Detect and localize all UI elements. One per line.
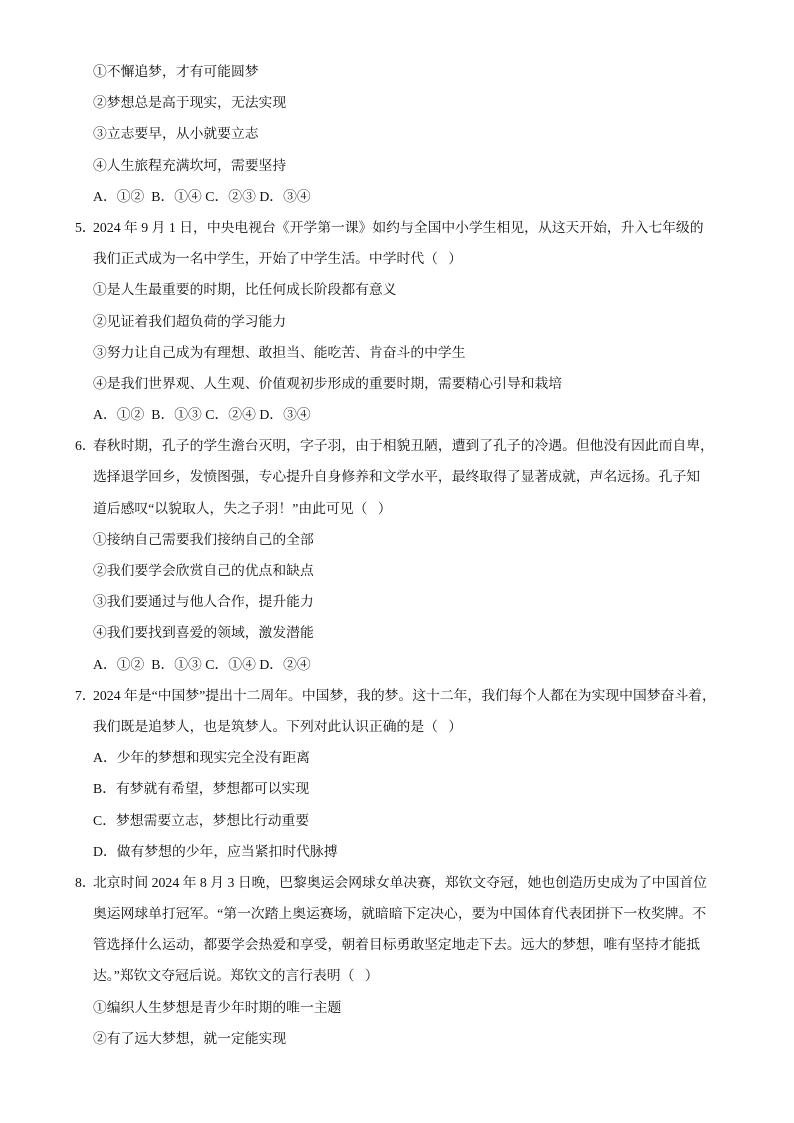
answer-choices: A．①② B．①③ C．①④ D．②④ [93,656,311,672]
option-d: D．做有梦想的少年，应当紧扣时代脉搏 [93,843,338,859]
statement-1: ①是人生最重要的时期，比任何成长阶段都有意义 [93,282,397,298]
statement-3: ③立志要早，从小就要立志 [93,126,259,142]
question-stem-line: 道后感叹“以貌取人，失之子羽！”由此可见（ ） [93,500,392,516]
option-b: B．有梦就有希望，梦想都可以实现 [93,781,310,797]
answer-choices: A．①② B．①④ C．②③ D．③④ [93,188,311,204]
question-7 [0,680,794,867]
question-number: 6． [75,438,96,454]
question-stem-text: 2024 年 9 月 1 日，中央电视台《开学第一课》如约与全国中小学生相见，从这天开始，升入七年级的 [93,219,704,235]
answer-choices: A．①② B．①③ C．②④ D．③④ [93,407,311,423]
question-number: 8． [75,874,96,890]
statement-4: ④我们要找到喜爱的领域，激发潜能 [93,625,314,641]
question-stem-text: 春秋时期，孔子的学生澹台灭明，字子羽，由于相貌丑陋，遭到了孔子的冷遇。但他没有因此而自卑， [93,438,714,454]
question-stem-line: 我们既是追梦人，也是筑梦人。下列对此认识正确的是（ ） [93,718,463,734]
option-a: A．少年的梦想和现实完全没有距离 [93,750,310,766]
question-stem-text: 北京时间 2024 年 8 月 3 日晚，巴黎奥运会网球女单决赛，郑钦文夺冠，她也创造历史成为了中国首位 [93,874,707,890]
statement-2: ②我们要学会欣赏自己的优点和缺点 [93,563,314,578]
statement-4: ④是我们世界观、人生观、价值观初步形成的重要时期，需要精心引导和栽培 [93,375,563,391]
question-8 [0,867,794,1054]
question-stem-line [0,212,794,243]
statement-1: ①接纳自己需要我们接纳自己的全部 [93,531,314,547]
question-stem-line: 选择退学回乡，发愤图强，专心提升自身修养和文学水平，最终取得了显著成就，声名远扬。孔子知 [93,469,701,485]
statement-3: ③我们要通过与他人合作，提升能力 [93,594,314,610]
question-stem-line: 达。”郑钦文夺冠后说。郑钦文的言行表明（ ） [93,968,379,984]
question-number: 5． [75,219,96,235]
question-stem-line: 我们正式成为一名中学生，开始了中学生活。中学时代（ ） [93,251,463,267]
option-c: C．梦想需要立志，梦想比行动重要 [93,812,310,828]
statement-1: ①编织人生梦想是青少年时期的唯一主题 [93,999,342,1015]
question-6 [0,430,794,680]
question-number: 7． [75,687,96,703]
statement-2: ②有了远大梦想，就一定能实现 [93,1030,287,1046]
question-stem-line: 管选择什么运动，都要学会热爱和享受，朝着目标勇敢坚定地走下去。远大的梦想，唯有坚持才能抵 [93,937,701,953]
question-stem-line [0,430,794,461]
statement-1: ①不懈追梦，才有可能圆梦 [93,64,259,79]
question-stem-line [0,680,794,711]
question-5 [0,212,794,430]
question-4-continued [0,56,794,212]
statement-4: ④人生旅程充满坎坷，需要坚持 [93,157,287,173]
question-stem-line: 奥运网球单打冠军。“第一次踏上奥运赛场，就暗暗下定决心，要为中国体育代表团拼下一枚奖牌。不 [93,906,707,922]
question-stem-line [0,867,794,898]
statement-2: ②见证着我们超负荷的学习能力 [93,313,287,329]
question-stem-text: 2024 年是“中国梦”提出十二周年。中国梦，我的梦。这十二年，我们每个人都在为实现中国梦奋斗着， [93,687,716,703]
statement-3: ③努力让自己成为有理想、敢担当、能吃苦、肯奋斗的中学生 [93,344,466,360]
statement-2: ②梦想总是高于现实，无法实现 [93,95,287,111]
